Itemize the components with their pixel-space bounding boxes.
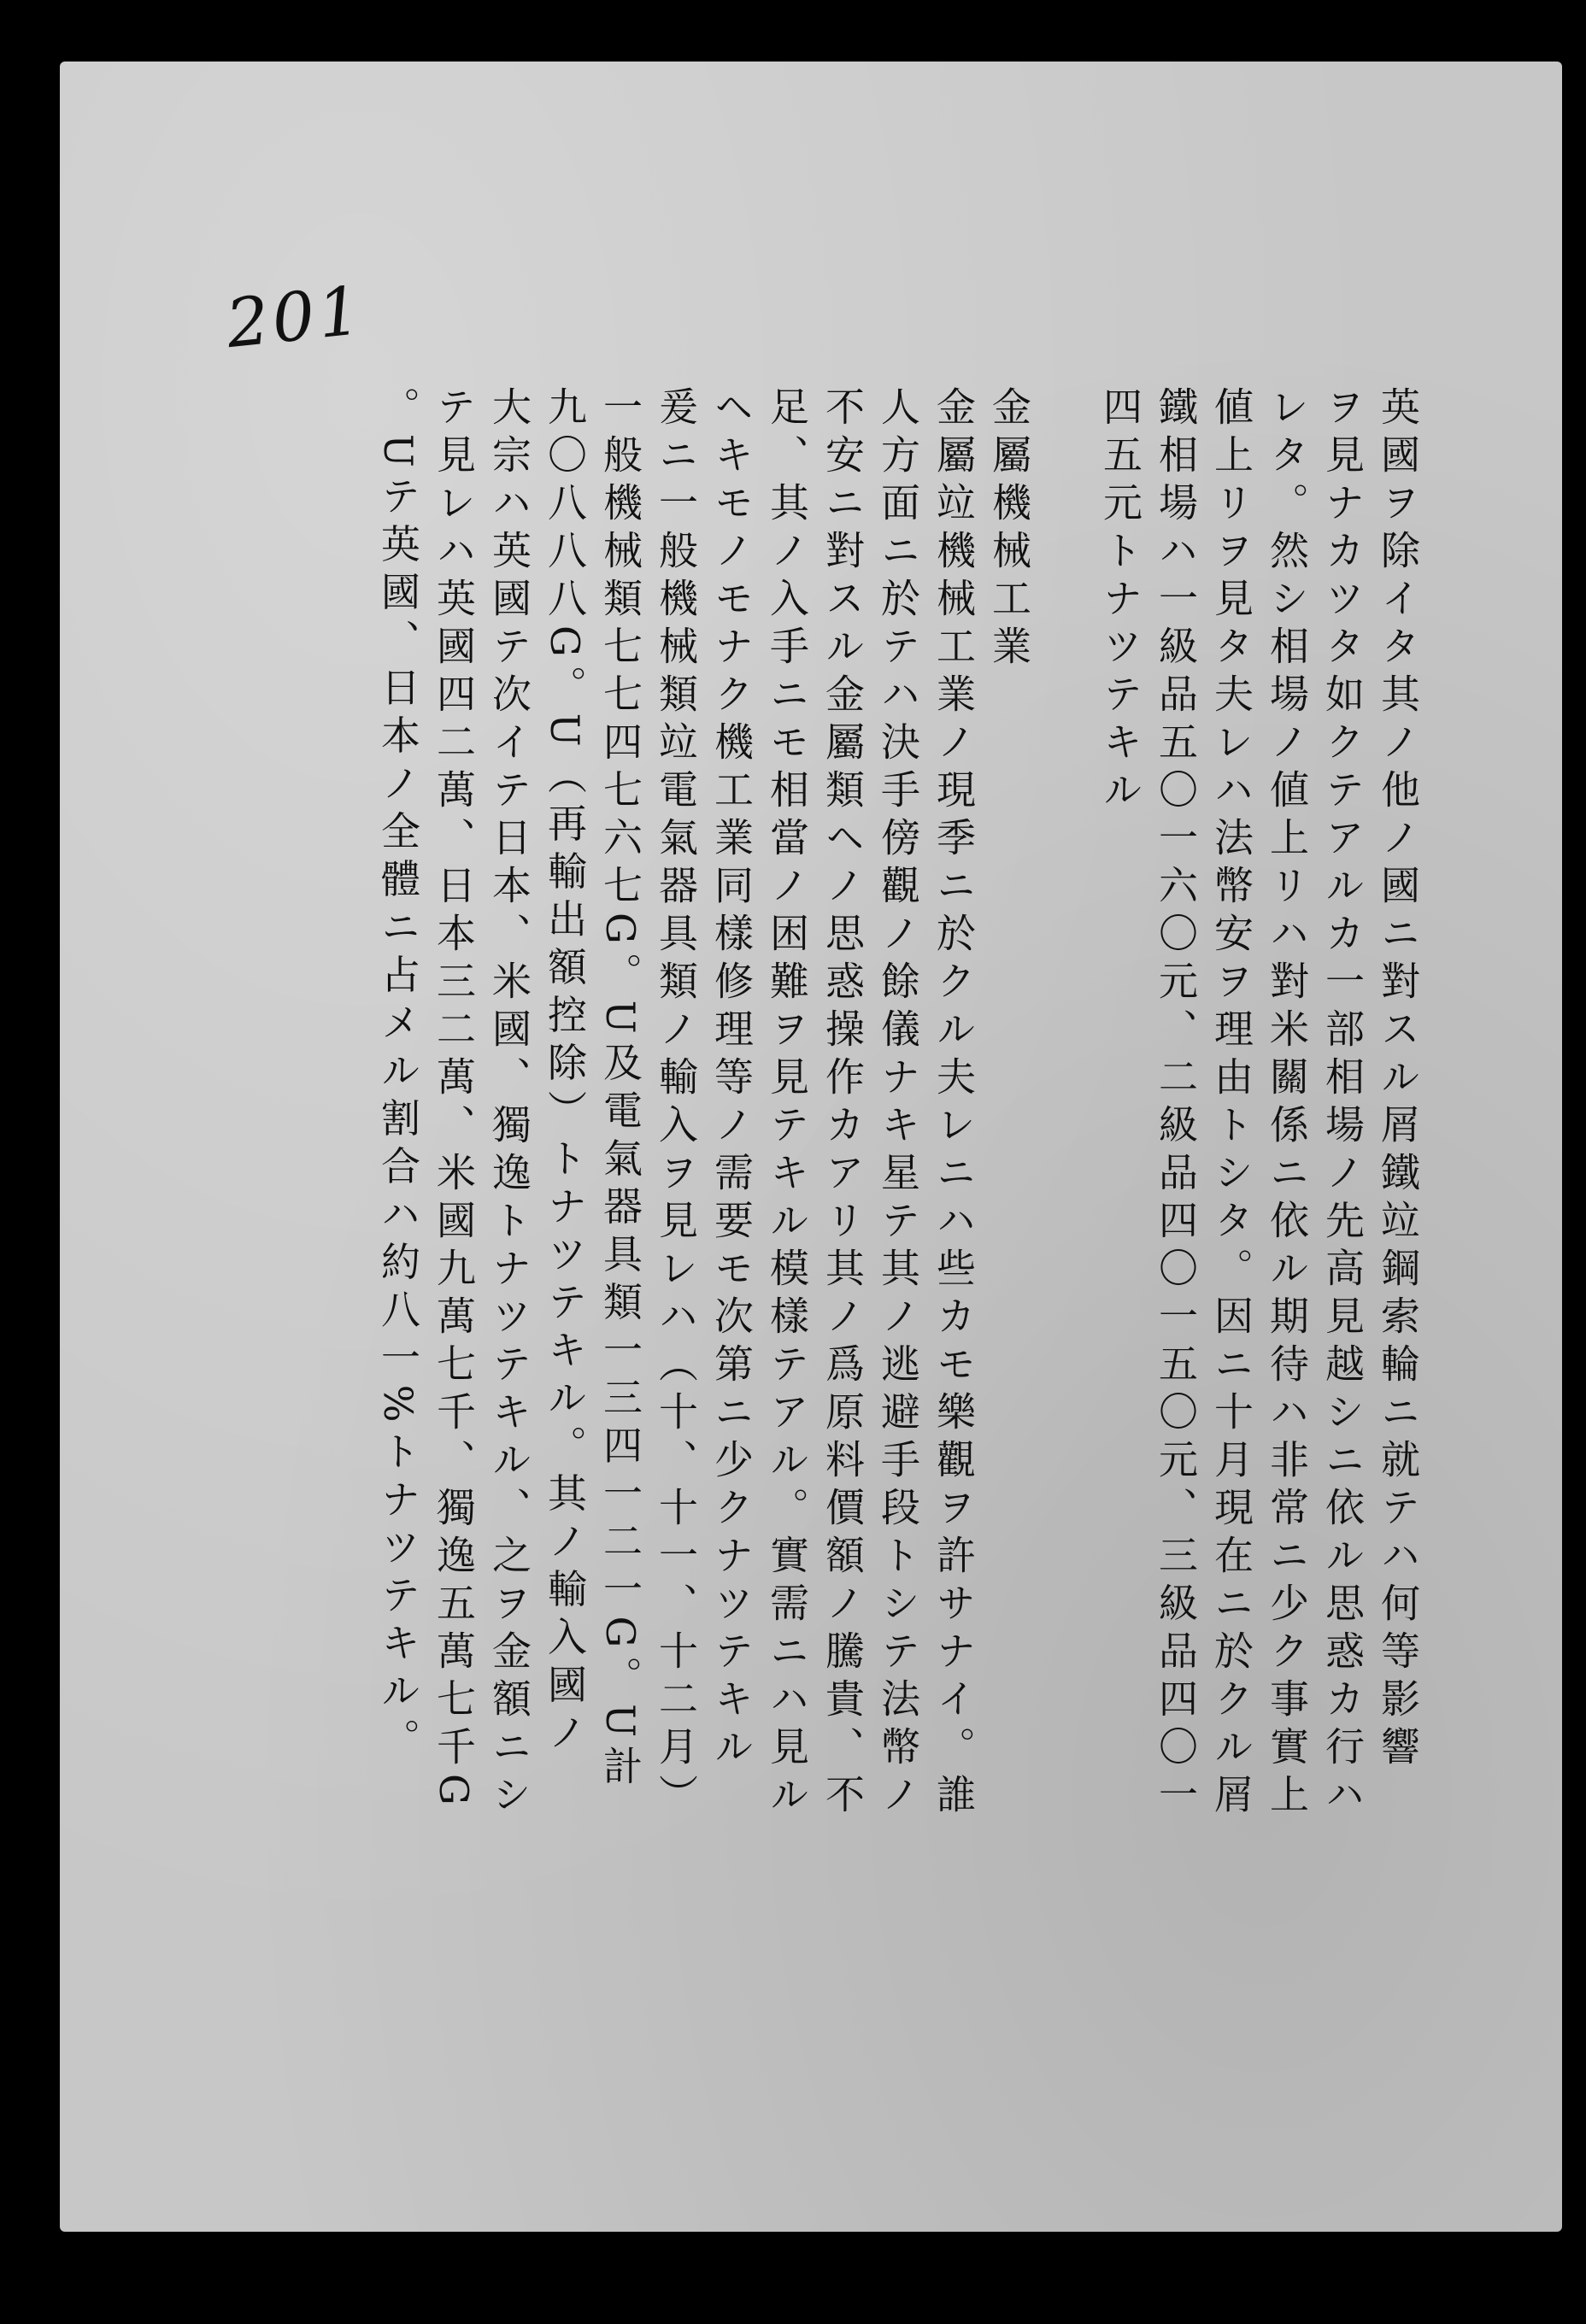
text-column: 金屬竝機械工業ノ現季ニ於クル夫レニハ些カモ樂觀ヲ許サナイ。誰 — [931, 386, 977, 1822]
text-column: 。Uテ英國、日本ノ全體ニ占メル割合ハ約八一%トナツテキル。 — [375, 386, 421, 1766]
vertical-text-body — [370, 386, 1425, 2095]
text-column: テ見レハ英國四二萬、日本三二萬、米國九萬七千、獨逸五萬七千G — [431, 386, 477, 1814]
text-column: 足、其ノ入手ニモ相當ノ困難ヲ見テキル模樣テアル。實需ニハ見ル — [764, 386, 810, 1822]
text-column: 爰ニ一般機械類竝電氣器具類ノ輸入ヲ見レハ（十、十一、十二月） — [653, 386, 699, 1822]
text-column: 値上リヲ見タ夫レハ法幣安ヲ理由トシタ。因ニ十月現在ニ於クル屑 — [1208, 386, 1254, 1822]
text-column: 九〇八八八G。U（再輸出額控除）トナツテキル。其ノ輸入國ノ — [542, 386, 588, 1760]
section-heading: 金屬機械工業 — [986, 386, 1032, 673]
text-column: 一般機械類七七四七六七G。U及電氣器具類一三四一二一G。U計 — [597, 386, 643, 1794]
text-column: 大宗ハ英國テ次イテ日本、米國、獨逸トナツテキル、之ヲ金額ニシ — [486, 386, 532, 1822]
text-column: 人方面ニ於テハ決手傍觀ノ餘儀ナキ星テ其ノ逃避手段トシテ法幣ノ — [875, 386, 921, 1822]
document-page — [60, 62, 1562, 2232]
text-column: ヲ見ナカツタ如クテアルカ一部相場ノ先高見越シニ依ル思惑カ行ハ — [1319, 386, 1366, 1822]
handwritten-page-number: 201 — [222, 272, 368, 364]
text-column: 英國ヲ除イタ其ノ他ノ國ニ對スル屑鐵竝鋼索輪ニ就テハ何等影響 — [1375, 386, 1421, 1774]
text-column: レタ。然シ相場ノ値上リハ對米關係ニ依ル期待ハ非常ニ少ク事實上 — [1264, 386, 1310, 1822]
text-column: 四五元トナツテキル — [1097, 386, 1143, 817]
text-column: 不安ニ對スル金屬類ヘノ思惑操作カアリ其ノ爲原料價額ノ騰貴、不 — [819, 386, 866, 1822]
blank-column — [1037, 386, 1092, 2095]
text-column: ヘキモノモナク機工業同樣修理等ノ需要モ次第ニ少クナツテキル — [708, 386, 755, 1774]
text-column: 鐵相場ハ一級品五〇一六〇元、二級品四〇一五〇元、三級品四〇一 — [1153, 386, 1199, 1822]
